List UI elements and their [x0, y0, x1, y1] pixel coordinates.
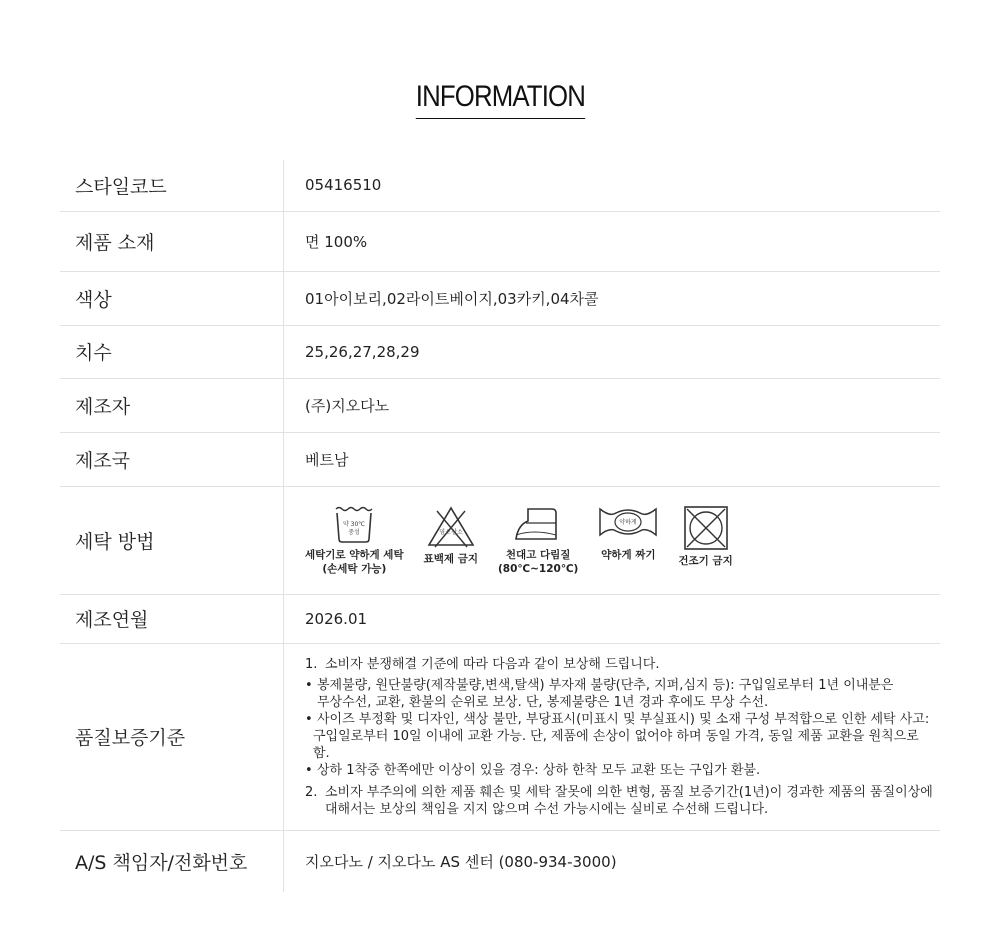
quality-text [305, 656, 939, 818]
row-value-material: 면 100% [284, 211, 941, 271]
list-item: • 봉제불량, 원단불량(제작불량,변색,탈색) 부자재 불량(단추, 지퍼,심지 등): 구입일로부터 1년 이내분은 무상수선, 교환, 환불의 순위로 보상. 단, 봉제불량은 1년 경과 후에도 무상 수선. [305, 677, 894, 710]
care-caption-iron: 천대고 다림질 (80℃~120℃) [497, 548, 579, 575]
no-tumble-dry-icon [683, 505, 729, 551]
iron-icon [512, 505, 564, 545]
row-label-color: 색상 [60, 271, 284, 325]
table-row [60, 325, 940, 378]
product-info-table [60, 160, 940, 892]
table-row [60, 271, 940, 325]
table-row [60, 378, 940, 432]
list-item: • 상하 1착중 한쪽에만 이상이 있을 경우: 상하 한착 모두 교환 또는 구입가 환불. [305, 762, 761, 778]
care-item-wash [305, 505, 404, 576]
svg-text:약하게: 약하게 [619, 518, 638, 526]
care-caption-wash: 세탁기로 약하게 세탁 (손세탁 가능) [305, 548, 404, 575]
row-value-date: 2026.01 [284, 594, 941, 643]
row-value-size: 25,26,27,28,29 [284, 325, 941, 378]
washing-instructions [284, 486, 941, 594]
row-label-country: 제조국 [60, 432, 284, 486]
care-item-iron [498, 505, 578, 576]
row-value-country: 베트남 [284, 432, 941, 486]
table-row [60, 211, 940, 271]
list-item: 1. 소비자 분쟁해결 기준에 따라 다음과 같이 보상해 드립니다. [305, 656, 660, 672]
list-item: 2. 소비자 부주의에 의한 제품 훼손 및 세탁 잘못에 의한 변형, 품질 보증기간(1년)이 경과한 제품의 품질이상에 대해서는 보상의 책임을 지지 않으며 수선 가능시에는 실비로 수선해 드립니다. [305, 784, 933, 817]
row-label-maker: 제조자 [60, 378, 284, 432]
row-label-style-code: 스타일코드 [60, 160, 284, 211]
svg-text:약 30℃: 약 30℃ [343, 520, 366, 528]
care-caption-wring: 약하게 짜기 [601, 548, 656, 561]
list-item: • 사이즈 부정확 및 디자인, 색상 불만, 부당표시(미표시 및 부실표시) 및 소재 구성 부적합으로 인한 세탁 사고: 구입일로부터 10일 이내에 교환 가능. 단, 제품에 손상이 없어야 하며 동일 가격, 동일 제품 교환을 원칙으로 함. [305, 711, 930, 761]
wring-icon [598, 505, 658, 539]
svg-text:염소: 염소 [439, 528, 451, 536]
row-value-as: 지오다노 / 지오다노 AS 센터 (080-934-3000) [305, 852, 617, 871]
care-item-dryer [678, 505, 732, 568]
care-item-bleach [424, 505, 478, 566]
table-row [60, 594, 940, 643]
svg-text:중성: 중성 [348, 528, 361, 536]
row-label-washing: 세탁 방법 [60, 486, 284, 594]
row-value-color: 01아이보리,02라이트베이지,03카키,04차콜 [284, 271, 941, 325]
row-value-maker: (주)지오다노 [284, 378, 941, 432]
table-row [60, 160, 940, 211]
care-item-wring [598, 505, 658, 562]
svg-text:산소: 산소 [451, 528, 463, 536]
page-title: INFORMATION [415, 80, 584, 119]
no-bleach-icon [425, 505, 477, 549]
quality-standard [284, 643, 941, 830]
row-label-material: 제품 소재 [60, 211, 284, 271]
row-label-size: 치수 [60, 325, 284, 378]
table-row [60, 643, 940, 830]
row-value-style-code: 05416510 [284, 160, 941, 211]
row-label-date: 제조연월 [60, 594, 284, 643]
header [0, 80, 1000, 119]
row-label-quality: 품질보증기준 [60, 643, 284, 830]
table-row [60, 486, 940, 594]
wash-tub-icon [330, 505, 378, 545]
table-row [60, 830, 940, 892]
care-icons [305, 505, 939, 576]
care-caption-dryer: 건조기 금지 [678, 554, 733, 567]
care-caption-bleach: 표백제 금지 [423, 552, 478, 565]
row-label-as: A/S 책임자/전화번호 [60, 830, 284, 892]
table-row [60, 432, 940, 486]
